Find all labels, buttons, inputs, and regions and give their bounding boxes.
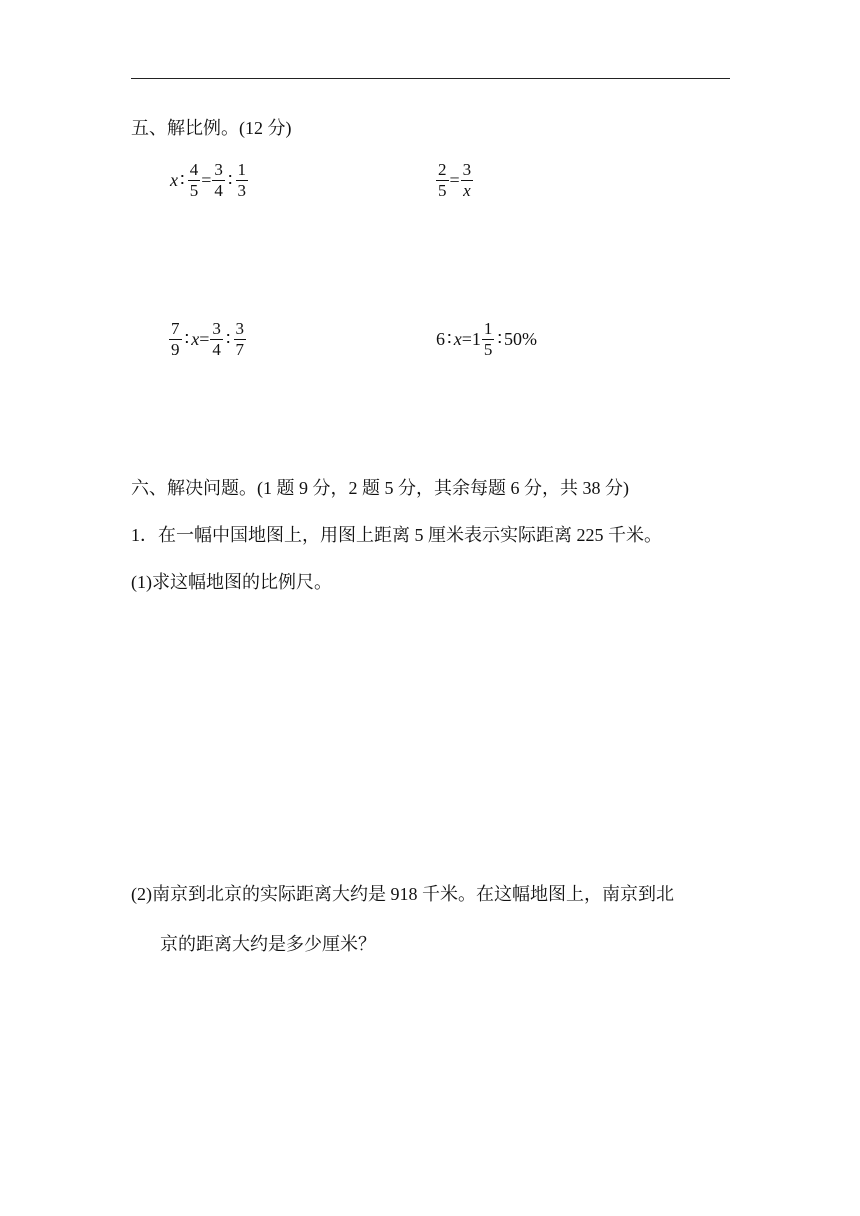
eq4-lead: 6 xyxy=(436,329,445,349)
question-1: 1．在一幅中国地图上，用图上距离 5 厘米表示实际距离 225 千米。 xyxy=(131,525,662,545)
eq4-whole: 1 xyxy=(471,329,481,349)
eq3-var: x xyxy=(191,329,200,349)
eq1-f3-den: 3 xyxy=(237,181,247,200)
eq4-var: x xyxy=(453,329,462,349)
equation-4 xyxy=(436,319,537,360)
eq4-fraction xyxy=(482,319,495,360)
eq1-f2-num: 3 xyxy=(214,160,223,179)
eq3-f3-den: 7 xyxy=(235,340,245,359)
eq2-f2-num: 3 xyxy=(462,160,472,179)
eq3-f1-den: 9 xyxy=(171,340,180,359)
eq2-f1-den: 5 xyxy=(438,181,447,200)
eq3-fraction-3 xyxy=(234,319,247,360)
eq1-f3-num: 1 xyxy=(237,160,247,179)
eq2-fraction-2 xyxy=(461,160,474,201)
section5-title: 五、解比例。(12 分) xyxy=(131,118,292,138)
eq3-f1-num: 7 xyxy=(171,319,180,338)
eq2-f1-num: 2 xyxy=(438,160,447,179)
equation-3 xyxy=(168,319,247,360)
eq1-f2-den: 4 xyxy=(214,181,223,200)
eq3-equals: = xyxy=(199,329,210,349)
eq4-colon1: ∶ xyxy=(447,329,452,349)
eq4-colon2: ∶ xyxy=(497,329,503,349)
header-rule xyxy=(131,78,730,79)
eq4-f-den: 5 xyxy=(483,340,493,359)
eq2-f2-den: x xyxy=(463,181,471,200)
eq3-fraction-2 xyxy=(210,319,223,360)
eq3-fraction-1 xyxy=(169,319,182,360)
eq3-f2-den: 4 xyxy=(212,340,221,359)
question-1-part-2-line-2: 京的距离大约是多少厘米？ xyxy=(160,934,376,954)
question-1-part-1: (1)求这幅地图的比例尺。 xyxy=(131,572,332,592)
eq3-f2-num: 3 xyxy=(212,319,221,338)
eq1-colon2: ∶ xyxy=(227,170,233,190)
equation-1 xyxy=(170,160,249,201)
eq1-var: x xyxy=(170,170,178,190)
eq1-f1-num: 4 xyxy=(189,160,199,179)
eq1-f1-den: 5 xyxy=(189,181,199,200)
eq1-fraction-2 xyxy=(212,160,225,201)
eq3-colon1: ∶ xyxy=(184,329,190,349)
eq2-equals: = xyxy=(449,170,460,190)
eq4-equals: = xyxy=(461,329,472,349)
eq2-fraction-1 xyxy=(436,160,449,201)
eq1-fraction-1 xyxy=(188,160,201,201)
eq1-fraction-3 xyxy=(236,160,249,201)
eq1-colon1: ∶ xyxy=(180,170,185,190)
eq4-tail: 50% xyxy=(504,329,538,349)
eq3-f3-num: 3 xyxy=(235,319,245,338)
eq3-colon2: ∶ xyxy=(225,329,231,349)
eq1-equals: = xyxy=(201,170,212,190)
equation-2 xyxy=(435,160,474,201)
question-1-part-2-line-1: (2)南京到北京的实际距离大约是 918 千米。在这幅地图上，南京到北 xyxy=(131,884,674,904)
eq4-f-num: 1 xyxy=(483,319,493,338)
section6-title: 六、解决问题。(1 题 9 分，2 题 5 分，其余每题 6 分，共 38 分) xyxy=(131,478,629,498)
